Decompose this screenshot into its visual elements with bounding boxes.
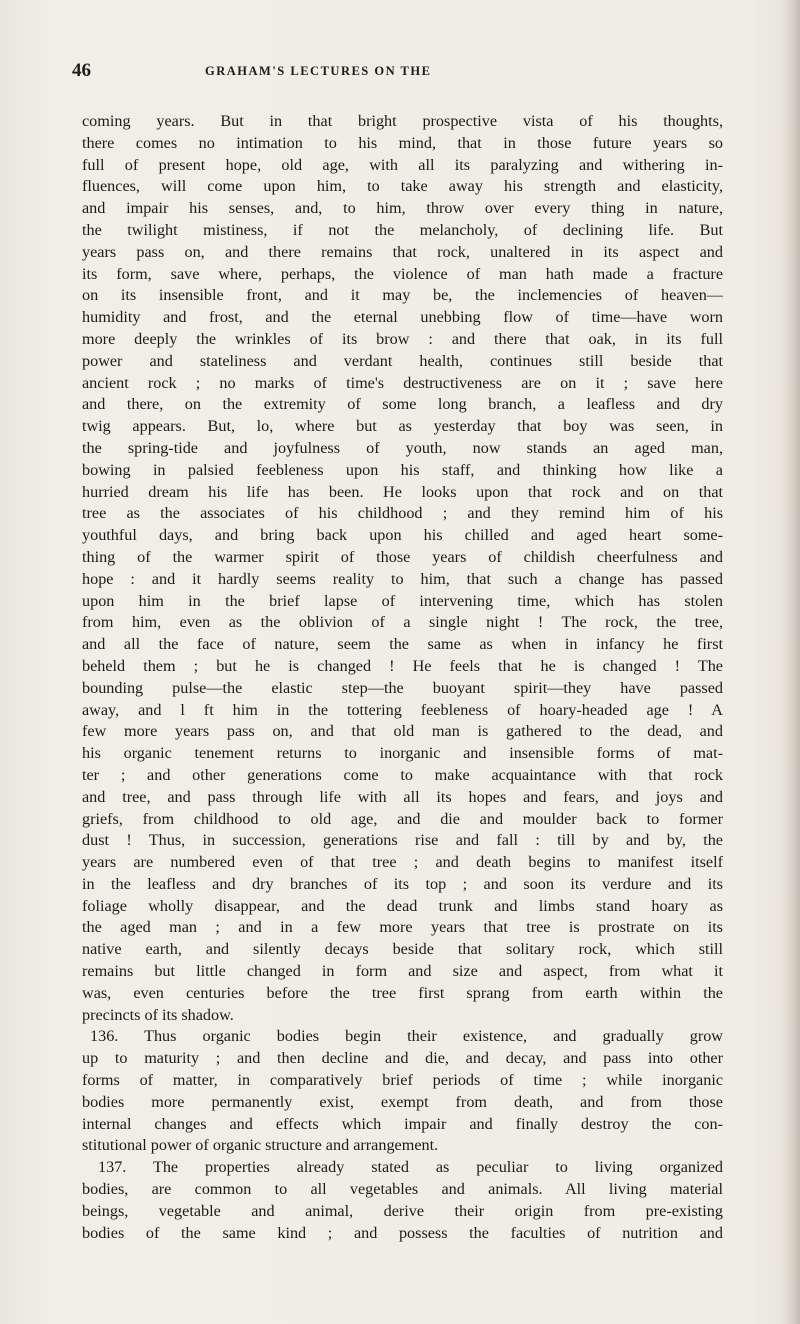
text-line: beings, vegetable and animal, derive their origin from pre-existing [82,1201,723,1220]
page-edge-shadow [782,0,800,1324]
text-line: bounding pulse—the elastic step—the buoyant spirit—they have passed [82,678,723,697]
text-line: hope : and it hardly seems reality to him, that such a change has passed [82,569,723,588]
text-line: in the leafless and dry branches of its top ; and soon its verdure and its [82,874,723,893]
text-line: was, even centuries before the tree first sprang from earth within the [82,983,723,1002]
text-line: and impair his senses, and, to him, throw over every thing in nature, [82,199,723,218]
text-line: forms of matter, in comparatively brief periods of time ; while inorganic [82,1071,723,1090]
text-line: coming years. But in that bright prospective vista of his thoughts, [82,112,723,130]
text-line: bodies more permanently exist, exempt from death, and from those [82,1092,723,1111]
text-line: and all the face of nature, seem the same as when in infancy he first [82,635,723,654]
text-line: his organic tenement returns to inorganic and insensible forms of mat- [82,744,723,763]
text-line: and tree, and pass through life with all its hopes and fears, and joys and [82,787,723,806]
text-line: precincts of its shadow. [82,1005,234,1024]
text-line: dust ! Thus, in succession, generations rise and fall : till by and by, the [82,831,723,850]
text-line: few more years pass on, and that old man is gathered to the dead, and [82,722,723,741]
text-line: tree as the associates of his childhood ; and they remind him of his [82,504,723,523]
text-line: ter ; and other generations come to make acquaintance with that rock [82,765,723,784]
page-header [72,60,792,90]
text-line: years pass on, and there remains that rock, unaltered in its aspect and [82,242,723,261]
text-line: ancient rock ; no marks of time's destructiveness are on it ; save here [82,373,723,392]
text-line: youthful days, and bring back upon his chilled and aged heart some- [82,526,723,545]
text-line: 136. Thus organic bodies begin their existence, and gradually grow [90,1027,723,1046]
text-line: full of present hope, old age, with all its paralyzing and withering in- [82,155,723,174]
text-line: on its insensible front, and it may be, the inclemencies of heaven— [82,286,723,305]
page-number: 46 [72,60,91,81]
text-line: power and stateliness and verdant health, continues still beside that [82,351,723,370]
body-text [82,111,723,1244]
text-line: years are numbered even of that tree ; and death begins to manifest itself [82,853,723,872]
text-line: up to maturity ; and then decline and die, and decay, and pass into other [82,1049,723,1068]
text-line: more deeply the wrinkles of its brow : and there that oak, in its full [82,329,723,348]
text-line: its form, save where, perhaps, the violence of man hath made a fracture [82,264,723,283]
text-line: native earth, and silently decays beside that solitary rock, which still [82,940,723,959]
text-line: the spring-tide and joyfulness of youth, now stands an aged man, [82,438,723,457]
text-line: from him, even as the oblivion of a single night ! The rock, the tree, [82,613,723,632]
text-line: upon him in the brief lapse of intervening time, which has stolen [82,591,723,610]
text-line: foliage wholly disappear, and the dead trunk and limbs stand hoary as [82,896,723,915]
text-line: fluences, will come upon him, to take away his strength and elasticity, [82,177,723,196]
text-line: the twilight mistiness, if not the melancholy, of declining life. But [82,220,723,239]
text-line: and there, on the extremity of some long branch, a leafless and dry [82,395,723,414]
text-line: bowing in palsied feebleness upon his staff, and thinking how like a [82,460,723,479]
text-line: twig appears. But, lo, where but as yesterday that boy was seen, in [82,417,723,436]
text-line: internal changes and effects which impair and finally destroy the con- [82,1114,723,1133]
text-line: thing of the warmer spirit of those years of childish cheerfulness and [82,547,723,566]
text-line: stitutional power of organic structure and arrangement. [82,1136,439,1155]
text-line: hurried dream his life has been. He looks upon that rock and on that [82,482,723,501]
text-line: the aged man ; and in a few more years that tree is prostrate on its [82,918,723,937]
text-line: griefs, from childhood to old age, and die and moulder back to former [82,809,723,828]
text-line: bodies, are common to all vegetables and animals. All living material [82,1180,723,1199]
text-line: there comes no intimation to his mind, that in those future years so [82,133,723,152]
running-title: GRAHAM'S LECTURES ON THE [205,64,432,78]
text-line: 137. The properties already stated as peculiar to living organized [98,1158,723,1177]
text-line: beheld them ; but he is changed ! He feels that he is changed ! The [82,656,723,675]
text-line: bodies of the same kind ; and possess the faculties of nutrition and [82,1223,723,1242]
text-line: away, and l ft him in the tottering feebleness of hoary-headed age ! A [82,700,723,719]
text-line: remains but little changed in form and size and aspect, from what it [82,962,723,981]
text-line: humidity and frost, and the eternal unebbing flow of time—have worn [82,308,723,327]
